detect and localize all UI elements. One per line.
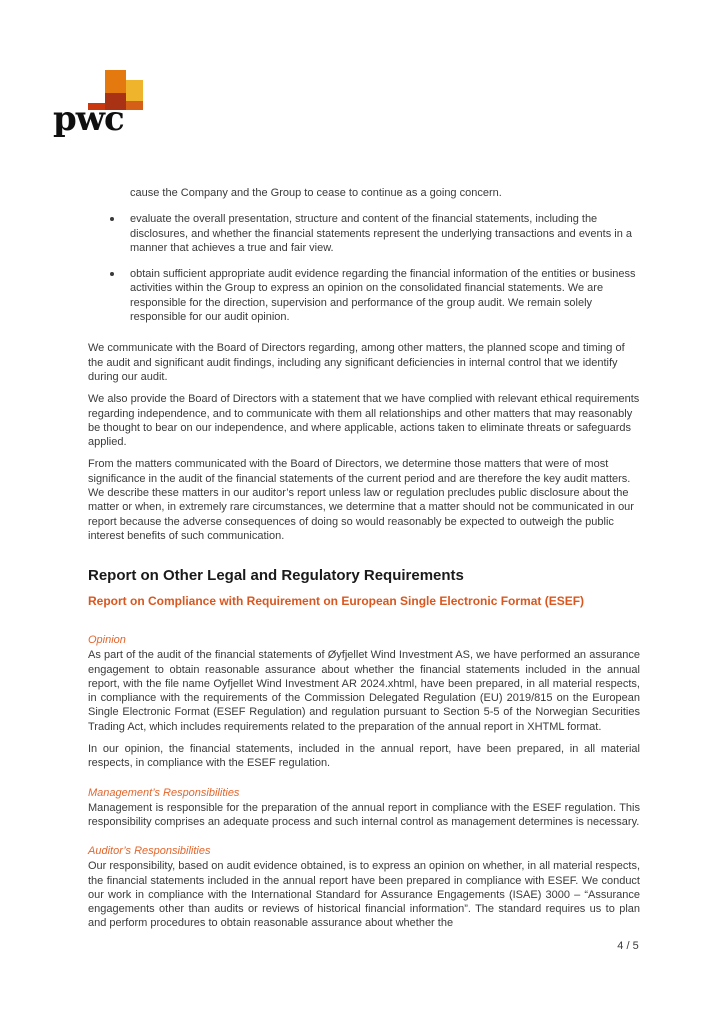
list-item	[88, 212, 640, 255]
section-heading: Report on Other Legal and Regulatory Requirements	[88, 567, 464, 585]
logo-block-top-left	[105, 70, 126, 93]
page-number: 4 / 5	[617, 940, 639, 952]
paragraph: Our responsibility, based on audit evidence obtained, is to express an opinion on whether, in all material respects, the financial statements included in the annual report have been prepared in compliance with ESEF. We conduct our work in compliance with the International Standard for Assurance Engagements (ISAE) 3000 – “Assurance engagements other than audits or reviews of historical financial information”. The standard requires us to plan and perform procedures to obtain reasonable assurance about whether the	[88, 860, 640, 930]
paragraph: From the matters communicated with the Board of Directors, we determine those matters that were of most significance in the audit of the financial statements of the current period and are therefore the key audit matters. We describe these matters in our auditor’s report unless law or regulation precludes public disclosure about the matter or when, in extremely rare circumstances, we determine that a matter should not be communicated in our report because the adverse consequences of doing so would reasonably be expected to outweigh the public interest benefits of such communication.	[88, 458, 634, 542]
bullet-text: evaluate the overall presentation, structure and content of the financial statements, including the disclosures, and whether the financial statements represent the underlying transactions and events in a manner that achieves a true and fair view.	[130, 213, 633, 254]
paragraph: We also provide the Board of Directors with a statement that we have complied with relevant ethical requirements regarding independence, and to communicate with them all relationships and other matters that may reasonably be thought to bear on our independence, and where applicable, actions taken to eliminate threats or safeguards applied.	[88, 393, 640, 449]
management-responsibilities-heading: Management’s Responsibilities	[88, 786, 240, 799]
bullet-icon	[110, 217, 114, 221]
bullet-icon	[110, 272, 114, 276]
pwc-logo	[53, 66, 163, 144]
bullet-list	[88, 212, 640, 324]
pwc-wordmark: pwc	[53, 99, 124, 139]
bullet-continuation-text: cause the Company and the Group to cease to continue as a going concern.	[130, 187, 502, 199]
paragraph: As part of the audit of the financial statements of Øyfjellet Wind Investment AS, we have performed an assurance engagement to obtain reasonable assurance about whether the financial statements included in the annual report, with the file name Oyfjellet Wind Investment AR 2024.xhtml, have been prepared, in all material respects, in compliance with the requirements of the Commission Delegated Regulation (EU) 2019/815 on the European Single Electronic Format (ESEF Regulation) and regulation pursuant to Section 5-5 of the Norwegian Securities Trading Act, which includes requirements related to the preparation of the annual report in XHTML format.	[88, 649, 640, 733]
opinion-heading: Opinion	[88, 634, 126, 647]
esef-subsection-heading: Report on Compliance with Requirement on European Single Electronic Format (ESEF)	[88, 594, 585, 609]
paragraph: Management is responsible for the preparation of the annual report in compliance with the ESEF regulation. This responsibility comprises an adequate process and such internal control as management determines is necessary.	[88, 801, 640, 828]
auditor-responsibilities-heading: Auditor’s Responsibilities	[88, 845, 211, 858]
esef-section	[88, 633, 640, 930]
list-item	[88, 267, 640, 324]
logo-block-top-right	[126, 80, 143, 101]
paragraph: In our opinion, the financial statements, included in the annual report, have been prepared, in all material respects, in compliance with the ESEF regulation.	[88, 743, 640, 770]
logo-block-bottom-right	[126, 101, 143, 110]
paragraph: We communicate with the Board of Directors regarding, among other matters, the planned scope and timing of the audit and significant audit findings, including any significant deficiencies in internal control that we identify during our audit.	[88, 342, 625, 383]
bullet-text: obtain sufficient appropriate audit evidence regarding the financial information of the entities or business activities within the Group to express an opinion on the consolidated financial statements. We are responsible for the direction, supervision and performance of the group audit. We remain solely responsible for our audit opinion.	[130, 268, 636, 324]
document-body	[88, 186, 640, 931]
